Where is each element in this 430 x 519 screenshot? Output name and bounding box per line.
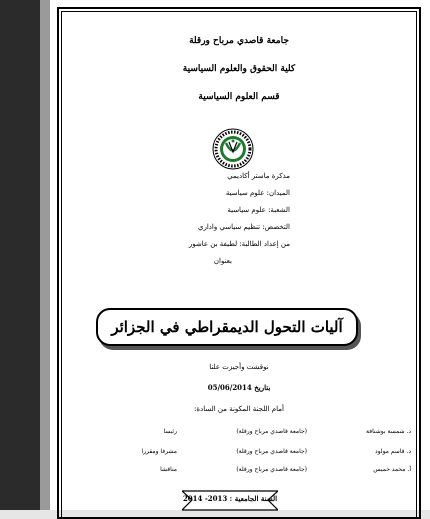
thesis-info-block <box>189 168 290 270</box>
member-name: أ. محمد خميس <box>373 466 411 473</box>
defense-statement: نوقشت وأجيزت علنا <box>209 363 269 371</box>
committee-row <box>61 466 417 478</box>
committee-row <box>61 448 417 460</box>
academic-year: السنة الجامعية : 2013- 2014 <box>182 494 278 503</box>
thesis-type: مذكرة ماستر أكاديمي <box>227 172 290 180</box>
member-name: د. شمسة بوشنافة <box>366 428 411 435</box>
member-role: مشرفا ومقررا <box>141 448 177 455</box>
member-role: رئيسا <box>163 428 177 435</box>
university-name: جامعة قاصدي مرباح ورقلة <box>189 36 289 46</box>
prepared-by-line: من إعداد الطالبة: لطيفة بن عاشور <box>188 240 290 248</box>
viewer-gray-margin <box>40 0 50 510</box>
department-name: قسم العلوم السياسية <box>198 92 280 102</box>
member-name: د. قاسم مولود <box>374 448 411 455</box>
titled-label: بعنوان <box>213 257 232 265</box>
viewer-dark-margin <box>0 0 40 510</box>
specialty-line: التخصص: تنظيم سياسي واداري <box>197 223 290 231</box>
member-institution: (جامعة قاصدي مرباح ورقلة) <box>236 448 307 455</box>
member-institution: (جامعة قاصدي مرباح ورقلة) <box>236 466 307 473</box>
university-emblem-icon <box>212 128 254 170</box>
faculty-name: كلية الحقوق والعلوم السياسية <box>182 64 296 74</box>
academic-year-box <box>182 489 278 511</box>
branch-line: الشعبة: علوم سياسية <box>227 206 290 214</box>
member-institution: (جامعة قاصدي مرباح ورقلة) <box>236 428 307 435</box>
thesis-title-box <box>96 308 358 346</box>
member-role: مناقشا <box>160 466 177 473</box>
defense-date: بتاريخ 05/06/2014 <box>207 383 271 392</box>
field-line: الميدان: علوم سياسية <box>225 189 290 197</box>
thesis-title: آليات التحول الديمقراطي في الجزائر <box>111 318 343 336</box>
committee-intro: أمام اللجنة المكونة من السادة: <box>194 405 284 413</box>
committee-row <box>61 428 417 440</box>
